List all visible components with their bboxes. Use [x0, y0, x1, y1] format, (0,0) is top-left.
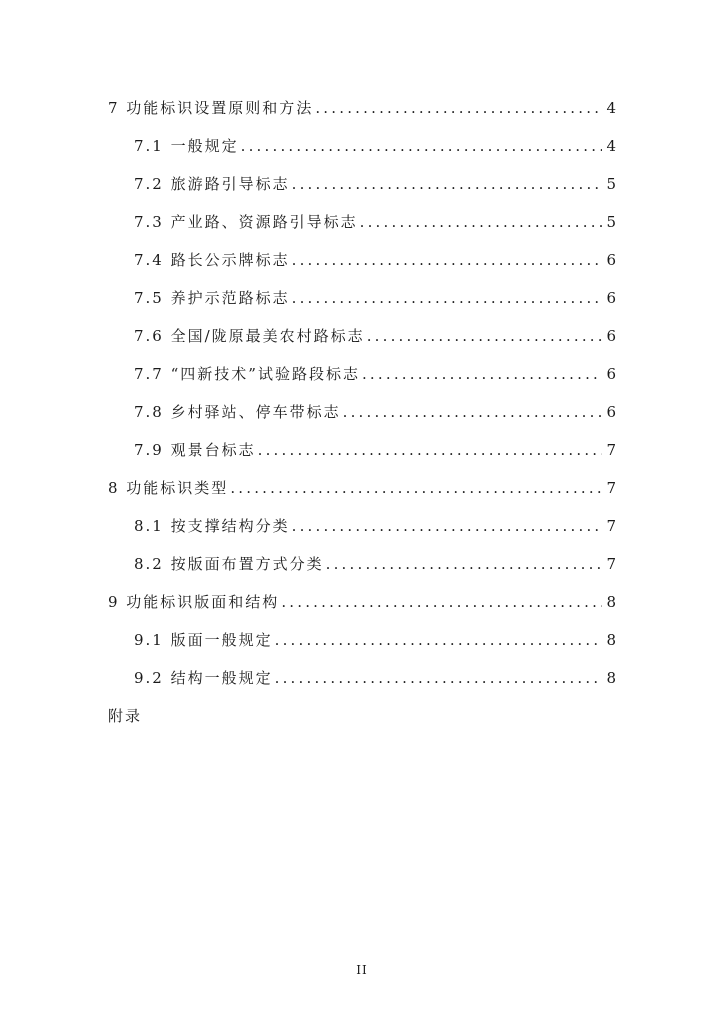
toc-leader-dots	[258, 431, 602, 469]
toc-entry-label: 8.1 按支撑结构分类	[134, 517, 290, 535]
toc-entry-section-7-5[interactable]	[108, 279, 616, 317]
toc-leader-dots	[343, 393, 602, 431]
toc-entry-page: 8	[606, 631, 616, 649]
toc-leader-dots	[275, 621, 602, 659]
toc-entry-page: 7	[606, 479, 616, 497]
toc-leader-dots	[315, 89, 602, 127]
toc-entry-section-7-8[interactable]	[108, 393, 616, 431]
toc-leader-dots	[292, 241, 602, 279]
toc-leader-dots	[241, 127, 602, 165]
toc-entry-page: 5	[606, 175, 616, 193]
toc-entry-section-7-6[interactable]	[108, 317, 616, 355]
toc-entry-page: 7	[606, 441, 616, 459]
toc-entry-section-7-7[interactable]	[108, 355, 616, 393]
toc-entry-label: 7.9 观景台标志	[134, 441, 256, 459]
toc-entry-label: 7.5 养护示范路标志	[134, 289, 290, 307]
toc-entry-label: 7 功能标识设置原则和方法	[108, 99, 314, 117]
toc-entry-label: 9.1 版面一般规定	[134, 631, 273, 649]
toc-entry-label: 7.7 “四新技术”试验路段标志	[134, 365, 360, 383]
toc-entry-page: 7	[606, 517, 616, 535]
toc-leader-dots	[230, 469, 602, 507]
toc-entry-section-7-9[interactable]	[108, 431, 616, 469]
toc-entry-label: 9 功能标识版面和结构	[108, 593, 280, 611]
toc-entry-page: 4	[606, 99, 616, 117]
toc-entry-page: 6	[606, 403, 616, 421]
toc-entry-label: 9.2 结构一般规定	[134, 669, 273, 687]
toc-entry-section-9-2[interactable]	[108, 659, 616, 697]
toc-leader-dots	[362, 355, 602, 393]
toc-entry-label: 8 功能标识类型	[108, 479, 229, 497]
toc-entry-label: 7.3 产业路、资源路引导标志	[134, 213, 358, 231]
toc-leader-dots	[275, 659, 602, 697]
table-of-contents	[108, 89, 616, 697]
toc-entry-page: 5	[606, 213, 616, 231]
toc-entry-section-7-2[interactable]	[108, 165, 616, 203]
toc-entry-section-8-1[interactable]	[108, 507, 616, 545]
toc-entry-page: 7	[606, 555, 616, 573]
toc-entry-page: 8	[606, 593, 616, 611]
toc-entry-appendix[interactable]: 附录	[108, 707, 143, 725]
toc-entry-label: 7.2 旅游路引导标志	[134, 175, 290, 193]
toc-leader-dots	[326, 545, 602, 583]
toc-entry-label: 8.2 按版面布置方式分类	[134, 555, 324, 573]
toc-entry-section-7[interactable]	[108, 89, 616, 127]
page-number: II	[356, 963, 368, 977]
toc-entry-label: 7.4 路长公示牌标志	[134, 251, 290, 269]
toc-leader-dots	[292, 279, 602, 317]
toc-leader-dots	[292, 507, 602, 545]
toc-entry-section-7-3[interactable]	[108, 203, 616, 241]
toc-entry-section-8-2[interactable]	[108, 545, 616, 583]
toc-entry-page: 6	[606, 365, 616, 383]
toc-entry-section-9[interactable]	[108, 583, 616, 621]
toc-entry-page: 6	[606, 327, 616, 345]
toc-leader-dots	[292, 165, 602, 203]
toc-entry-page: 6	[606, 289, 616, 307]
toc-entry-page: 6	[606, 251, 616, 269]
toc-leader-dots	[281, 583, 602, 621]
toc-leader-dots	[360, 203, 602, 241]
toc-entry-label: 7.6 全国/陇原最美农村路标志	[134, 327, 365, 345]
toc-entry-label: 7.8 乡村驿站、停车带标志	[134, 403, 341, 421]
toc-entry-section-8[interactable]	[108, 469, 616, 507]
toc-entry-page: 4	[606, 137, 616, 155]
toc-entry-label: 7.1 一般规定	[134, 137, 239, 155]
toc-entry-section-9-1[interactable]	[108, 621, 616, 659]
toc-entry-page: 8	[606, 669, 616, 687]
toc-leader-dots	[367, 317, 602, 355]
toc-entry-section-7-1[interactable]	[108, 127, 616, 165]
toc-entry-section-7-4[interactable]	[108, 241, 616, 279]
